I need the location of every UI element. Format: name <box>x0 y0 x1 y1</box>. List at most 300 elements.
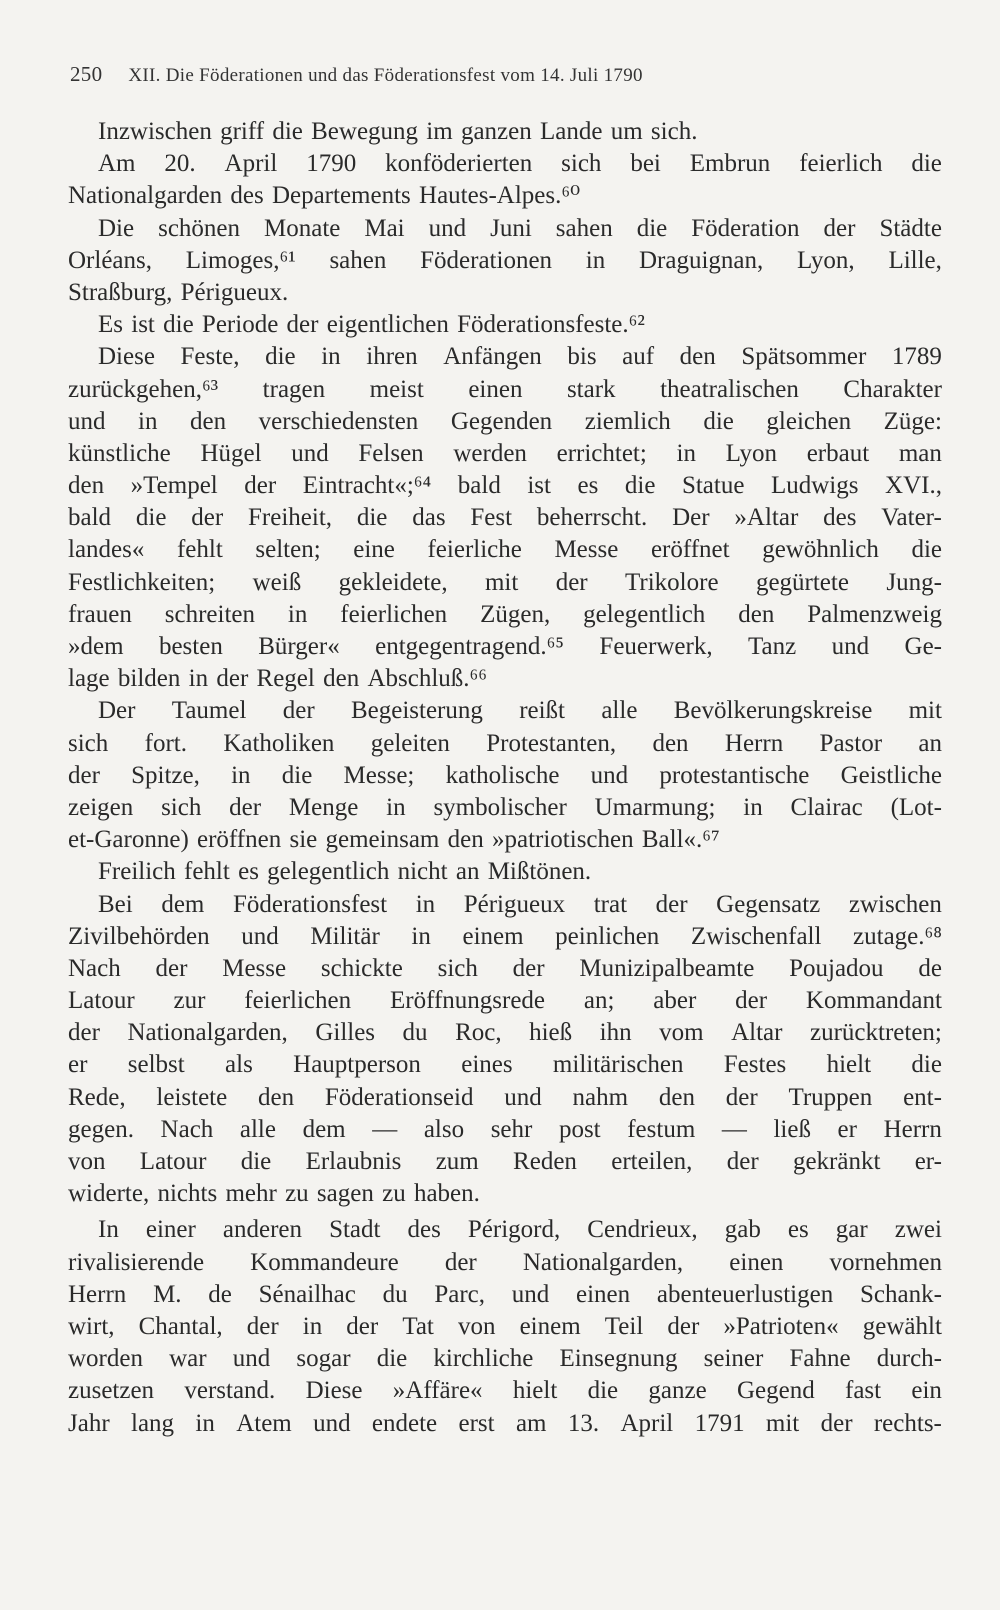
word: er- <box>914 1148 942 1175</box>
word: Kommandant <box>805 987 942 1015</box>
text-line <box>68 470 942 502</box>
word: Geistliche <box>840 761 942 789</box>
word: Lyon, <box>797 246 855 274</box>
word: Regel <box>256 665 315 693</box>
word: durch- <box>876 1345 942 1373</box>
text-line <box>68 1214 942 1246</box>
word: 1789 <box>891 343 942 371</box>
word: er <box>837 1115 857 1143</box>
word: besten <box>158 633 223 660</box>
word: nahm <box>572 1083 629 1111</box>
word: Poujadou <box>789 954 884 982</box>
word: Tanz <box>747 633 797 660</box>
word: in <box>411 922 431 950</box>
word: bald <box>457 472 501 500</box>
body-text <box>68 116 942 1440</box>
word: Nationalgarden <box>68 182 223 210</box>
text-line <box>68 502 942 534</box>
word: die <box>163 311 194 339</box>
word: Sénailhac <box>258 1280 356 1308</box>
word: Der <box>672 504 710 532</box>
word: Trikolore <box>625 568 719 596</box>
word: der <box>346 1312 379 1340</box>
word: Umarmung; <box>594 793 716 821</box>
word: sich <box>561 150 602 178</box>
text-line <box>68 180 942 212</box>
word: Messe <box>554 536 619 564</box>
word: Es <box>98 311 123 339</box>
word: »Patrioten« <box>723 1312 839 1340</box>
word: und <box>590 761 629 789</box>
text-line <box>68 1343 942 1375</box>
word: und <box>232 1345 271 1373</box>
word: an <box>455 858 480 886</box>
word: der <box>655 890 688 918</box>
word: auf <box>622 343 655 371</box>
word: sagen <box>316 1180 374 1208</box>
word: Feuerwerk, <box>599 633 713 660</box>
word: in <box>188 665 209 693</box>
word: ein <box>911 1377 942 1405</box>
word: post <box>558 1115 601 1143</box>
word: gegürtete <box>755 568 849 596</box>
word: der <box>667 1312 700 1340</box>
word: die <box>356 504 388 532</box>
word: den <box>323 665 360 693</box>
word: du <box>382 1280 408 1308</box>
word: ihn <box>599 1019 632 1047</box>
word: in <box>386 793 406 821</box>
text-line <box>68 213 942 245</box>
word: April <box>620 1409 674 1437</box>
word: Felsen <box>358 439 424 467</box>
word: Föderationseid <box>324 1083 474 1111</box>
word: feierlichen <box>340 600 448 628</box>
word: einen <box>729 1248 784 1276</box>
word: ent- <box>903 1083 942 1111</box>
word: dem <box>161 890 205 918</box>
text-line <box>68 374 942 406</box>
word: konföderierten <box>385 150 533 178</box>
word: zurücktreten; <box>810 1019 942 1047</box>
word: weiß <box>252 568 302 596</box>
text-line <box>68 856 942 888</box>
word: Gegend <box>736 1377 815 1405</box>
word: Périgueux. <box>180 278 289 306</box>
word: Lyon <box>725 439 778 467</box>
word: symbolischer <box>433 793 567 821</box>
text-line <box>68 1408 942 1440</box>
word: leistete <box>156 1083 228 1111</box>
word: Pastor <box>819 729 883 757</box>
word: wirt, <box>68 1312 115 1340</box>
word: des <box>407 1216 441 1244</box>
word: der <box>725 1083 758 1111</box>
text-line <box>68 309 942 341</box>
word: Herrn <box>724 729 784 757</box>
word: beherrscht. <box>536 504 648 532</box>
word: Parc, <box>434 1280 486 1308</box>
word: zum <box>435 1148 479 1175</box>
word: Juni <box>490 214 532 242</box>
text-line <box>68 1279 942 1311</box>
word: Föderationsfest <box>232 890 388 918</box>
word: schönen <box>158 214 241 242</box>
word: das <box>412 504 446 532</box>
word: Ge- <box>904 633 942 660</box>
word: den <box>658 1083 695 1111</box>
word: in <box>585 246 606 274</box>
word: Statue <box>681 472 745 500</box>
word: geleiten <box>370 729 450 757</box>
word: es <box>238 858 259 886</box>
word: trat <box>593 890 628 918</box>
word: Latour <box>68 987 135 1015</box>
word: Stadt <box>329 1216 381 1244</box>
word: landes« <box>68 536 145 564</box>
word: Einsegnung <box>559 1345 678 1373</box>
word: Palmenzweig <box>807 600 942 628</box>
word: Altar <box>731 1019 783 1047</box>
word: Am <box>98 150 136 178</box>
word: Périgueux <box>463 890 566 918</box>
word: Gilles <box>315 1019 376 1047</box>
word: M. <box>153 1280 182 1308</box>
word: kirchliche <box>433 1345 534 1373</box>
word: mehr <box>225 1180 277 1208</box>
word: widerte, <box>68 1180 150 1208</box>
word: und <box>428 214 467 242</box>
word: Schank- <box>859 1280 942 1308</box>
word: stark <box>566 375 616 403</box>
word: der <box>286 311 319 339</box>
word: und <box>504 1083 542 1111</box>
word: Spitze, <box>131 761 200 789</box>
word: lang <box>131 1409 175 1437</box>
word: er <box>68 1051 88 1079</box>
text-line <box>68 953 942 985</box>
word: — <box>372 1115 398 1143</box>
word: mit <box>484 568 519 596</box>
word: anderen <box>222 1216 303 1244</box>
word: abenteuerlustigen <box>656 1280 834 1308</box>
word: den <box>738 600 775 628</box>
word: die <box>265 343 296 371</box>
word: Straßburg, <box>68 278 173 306</box>
word: also <box>423 1115 465 1143</box>
word: sehr <box>490 1115 533 1143</box>
word: sahen <box>555 214 613 242</box>
word: um <box>610 118 643 145</box>
word: du <box>402 1019 428 1047</box>
word: Militär <box>310 922 380 950</box>
text-line <box>68 889 942 921</box>
word: Clairac <box>790 793 863 821</box>
word: Departements <box>271 182 411 210</box>
word: des <box>230 182 264 210</box>
word: Jahr <box>68 1409 110 1437</box>
word: de <box>918 954 942 982</box>
word: einer <box>145 1216 196 1244</box>
text-line <box>68 277 942 309</box>
word: Bevölkerungskreise <box>673 697 873 725</box>
word: frauen <box>68 600 132 628</box>
word: »dem <box>68 633 124 660</box>
word: Vater- <box>881 504 942 532</box>
word: Eintracht«;⁶⁴ <box>302 472 432 500</box>
word: Föderationsfeste.⁶² <box>457 311 645 339</box>
text-line <box>68 921 942 953</box>
word: militärischen <box>552 1051 684 1079</box>
word: sich <box>68 729 109 757</box>
word: ist <box>527 472 551 500</box>
word: als <box>225 1051 253 1079</box>
word: Ludwigs <box>770 472 859 500</box>
word: einen <box>576 1280 631 1308</box>
text-line <box>68 438 942 470</box>
word: entgegentragend.⁶⁵ <box>375 633 565 660</box>
word: den <box>447 826 484 854</box>
word: zurückgehen,⁶³ <box>68 375 219 403</box>
text-line <box>68 245 942 277</box>
word: Latour <box>139 1148 207 1175</box>
word: Orléans, <box>68 246 152 274</box>
word: im <box>426 118 453 145</box>
word: »patriotischen <box>491 826 634 854</box>
word: die <box>703 407 734 435</box>
word: griff <box>220 118 265 145</box>
word: alle <box>601 697 638 725</box>
word: Die <box>98 214 135 242</box>
word: war <box>169 1345 207 1373</box>
word: fast <box>845 1377 882 1405</box>
word: Ball«.⁶⁷ <box>641 826 720 854</box>
word: eine <box>353 536 395 564</box>
word: zwei <box>894 1216 942 1244</box>
word: et-Garonne) <box>68 826 189 854</box>
word: nichts <box>157 1180 218 1208</box>
word: aber <box>653 987 697 1015</box>
text-line <box>68 1178 942 1210</box>
word: die <box>587 1377 619 1405</box>
text-line <box>68 1311 942 1343</box>
word: ganze <box>648 1377 707 1405</box>
word: in <box>195 1409 215 1437</box>
word: und <box>511 1280 550 1308</box>
word: Der <box>98 697 136 725</box>
text-line <box>68 1247 942 1279</box>
word: Lande <box>540 118 603 145</box>
word: sich <box>437 954 478 982</box>
word: es <box>577 472 599 500</box>
word: dem <box>302 1115 346 1143</box>
word: Zügen, <box>480 600 551 628</box>
word: rechts- <box>873 1409 942 1437</box>
word: hielt <box>512 1377 558 1405</box>
word: erteilen, <box>611 1148 693 1175</box>
word: festum <box>627 1115 696 1143</box>
word: feierlich <box>799 150 883 178</box>
word: (Lot- <box>890 793 942 821</box>
word: feierliche <box>427 536 522 564</box>
word: mit <box>765 1409 800 1437</box>
word: und <box>313 1409 351 1437</box>
word: fehlt <box>176 536 223 564</box>
text-line <box>68 1017 942 1049</box>
word: Begeisterung <box>350 697 483 725</box>
word: Föderation <box>691 214 800 242</box>
word: der <box>68 761 100 789</box>
word: endete <box>371 1409 438 1437</box>
word: an; <box>583 987 615 1015</box>
word: den <box>652 729 689 757</box>
word: die <box>911 536 942 564</box>
word: Fest <box>470 504 513 532</box>
running-title: XII. Die Föderationen und das Föderationsfest vom 14. Juli 1790 <box>128 65 643 86</box>
word: Jung- <box>886 568 942 596</box>
text-line <box>68 695 942 727</box>
word: Festlichkeiten; <box>68 568 216 596</box>
word: selten; <box>255 536 321 564</box>
word: bei <box>630 150 661 178</box>
word: die <box>636 214 668 242</box>
word: zu <box>285 1180 309 1208</box>
word: der <box>726 1148 759 1175</box>
word: der <box>246 1312 279 1340</box>
word: peinlichen <box>555 922 660 950</box>
word: Diese <box>98 343 155 371</box>
word: den <box>679 343 716 371</box>
word: die <box>376 1345 408 1373</box>
word: Bewegung <box>311 118 419 145</box>
word: gar <box>835 1216 868 1244</box>
text-line <box>68 792 942 824</box>
word: Chantal, <box>138 1312 223 1340</box>
word: gelegentlich <box>583 600 706 628</box>
word: Nationalgarden, <box>127 1019 288 1047</box>
word: einen <box>468 375 523 403</box>
word: meist <box>369 375 424 403</box>
word: tragen <box>262 375 326 403</box>
word: sahen <box>329 246 387 274</box>
word: 20. <box>164 150 196 178</box>
word: des <box>823 504 857 532</box>
word: hieß <box>529 1019 573 1047</box>
word: in <box>743 793 763 821</box>
word: 1790 <box>306 150 357 178</box>
word: und <box>241 922 279 950</box>
word: Zivilbehörden <box>68 922 210 950</box>
word: Gegensatz <box>716 890 821 918</box>
word: schreiten <box>164 600 255 628</box>
word: die <box>135 504 167 532</box>
word: Messe <box>222 954 287 982</box>
word: seiner <box>703 1345 764 1373</box>
word: ist <box>131 311 155 339</box>
word: zeigen <box>68 793 134 821</box>
word: Periode <box>201 311 279 339</box>
word: eigentlichen <box>326 311 449 339</box>
word: in <box>676 439 696 467</box>
word: Monate <box>264 214 341 242</box>
word: in <box>321 343 341 371</box>
word: und <box>831 633 870 660</box>
word: haben. <box>413 1180 480 1208</box>
word: Limoges,⁶¹ <box>185 246 296 274</box>
word: der <box>823 214 856 242</box>
word: die <box>624 472 656 500</box>
word: gekränkt <box>792 1148 881 1175</box>
word: Menge <box>288 793 359 821</box>
word: ihren <box>366 343 418 371</box>
word: gemeinsam <box>325 826 440 854</box>
word: fehlt <box>184 858 230 886</box>
word: man <box>898 439 942 467</box>
word: gewählt <box>862 1312 942 1340</box>
word: nicht <box>397 858 448 886</box>
word: Mai <box>364 214 405 242</box>
word: Lille, <box>888 246 942 274</box>
word: gelegentlich <box>267 858 390 886</box>
word: Périgord, <box>467 1216 561 1244</box>
word: sogar <box>296 1345 351 1373</box>
word: die <box>911 150 942 178</box>
word: Abschluß.⁶⁶ <box>367 665 487 693</box>
word: es <box>787 1216 809 1244</box>
word: ganzen <box>460 118 532 145</box>
word: fort. <box>144 729 187 757</box>
word: die <box>281 761 313 789</box>
word: der <box>155 954 188 982</box>
word: den <box>68 472 105 500</box>
text-line <box>68 567 942 599</box>
word: Rede, <box>68 1083 126 1111</box>
text-line <box>68 824 942 856</box>
word: vornehmen <box>829 1248 942 1276</box>
word: in <box>415 890 436 918</box>
word: der <box>512 954 545 982</box>
word: de <box>208 1280 232 1308</box>
word: bis <box>567 343 597 371</box>
word: Bürger« <box>258 633 340 660</box>
word: schickte <box>320 954 403 982</box>
word: Föderationen <box>420 246 553 274</box>
text-line <box>68 534 942 566</box>
word: werden <box>453 439 527 467</box>
word: Atem <box>236 1409 292 1437</box>
word: der <box>68 1019 100 1047</box>
word: Herrn <box>883 1115 942 1143</box>
word: der <box>244 472 277 500</box>
text-line <box>68 728 942 760</box>
word: katholische <box>445 761 560 789</box>
word: feierlichen <box>244 987 352 1015</box>
word: gleichen <box>766 407 852 435</box>
word: bilden <box>117 665 181 693</box>
word: Feste, <box>180 343 240 371</box>
word: errichtet; <box>556 439 647 467</box>
word: eines <box>461 1051 513 1079</box>
word: Diese <box>305 1377 363 1405</box>
word: ziemlich <box>584 407 671 435</box>
word: Herrn <box>68 1280 127 1308</box>
word: zutage.⁶⁸ <box>853 922 942 950</box>
word: eröffnen <box>197 826 282 854</box>
text-line <box>68 760 942 792</box>
word: die <box>911 1051 942 1079</box>
word: Embrun <box>689 150 771 178</box>
word: und <box>68 407 106 435</box>
